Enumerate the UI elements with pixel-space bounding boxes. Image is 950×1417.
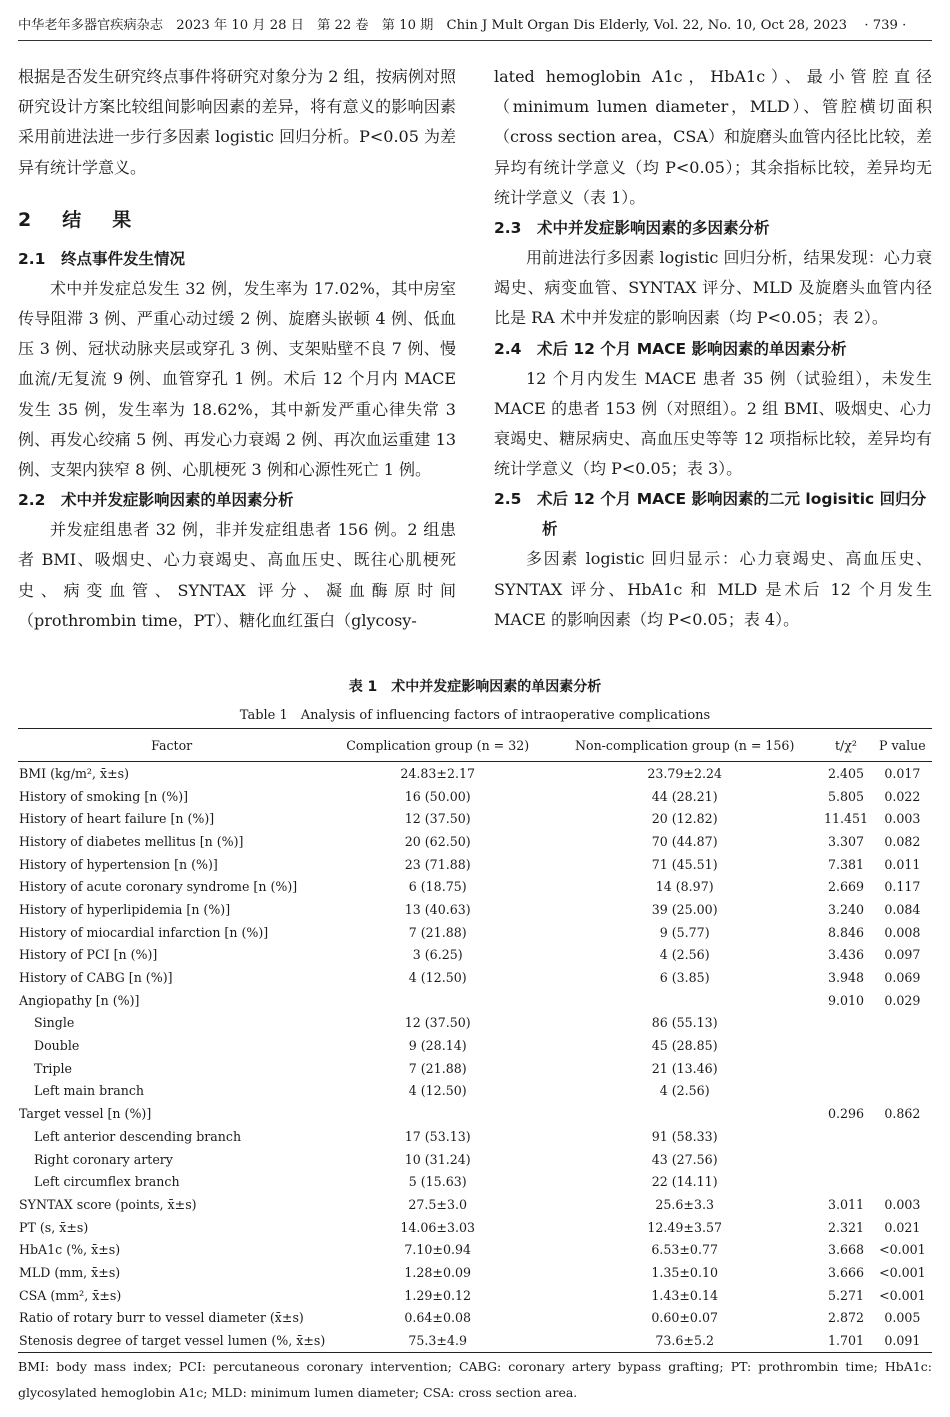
- cell-factor: Left main branch: [34, 1083, 144, 1099]
- cell-factor: Target vessel [n (%)]: [19, 1106, 152, 1122]
- intro-paragraph: 根据是否发生研究终点事件将研究对象分为 2 组，按病例对照研究设计方案比较组间影响因素的差异，将有意义的影响因素采用前进法进一步行多因素 logistic 回归分析。P<0.05 为差异有统计学意义。: [18, 67, 456, 177]
- section-2-title: 2 结 果: [18, 208, 138, 231]
- cell-factor: History of CABG [n (%)]: [19, 970, 173, 986]
- header-factor: Factor: [18, 729, 325, 762]
- table-body: [18, 762, 932, 1353]
- cell-statistic: 0.296: [827, 1106, 865, 1122]
- cell-non-complication: 22 (14.11): [651, 1174, 718, 1190]
- section-2-2-title: 2.2 术中并发症影响因素的单因素分析: [18, 491, 294, 510]
- cell-complication: 4 (12.50): [408, 970, 467, 986]
- cell-p-value: 0.117: [884, 879, 921, 895]
- cell-statistic: 3.011: [827, 1196, 865, 1212]
- cell-p-value: [873, 1057, 932, 1080]
- cell-statistic: 11.451: [823, 811, 869, 827]
- cell-p-value: 0.011: [884, 856, 921, 872]
- cell-factor: MLD (mm, x̄±s): [19, 1264, 121, 1280]
- cell-complication: 17 (53.13): [404, 1128, 471, 1144]
- section-2-4-text: 12 个月内发生 MACE 患者 35 例（试验组），未发生 MACE 的患者 153 例（对照组）。2 组 BMI、吸烟史、心力衰竭史、糖尿病史、高血压史等等 12 项指标比较，差异均有统计学意义（均 P<0.05；表 3）。: [494, 368, 932, 479]
- section-2-3-title: 2.3 术中并发症影响因素的多因素分析: [494, 219, 770, 238]
- header-complication: Complication group (n = 32): [325, 729, 550, 762]
- cell-statistic: 5.271: [827, 1287, 865, 1303]
- cell-statistic: [819, 1080, 873, 1103]
- cell-statistic: [819, 1170, 873, 1193]
- cell-complication: 5 (15.63): [408, 1174, 467, 1190]
- cell-p-value: 0.008: [884, 924, 921, 940]
- cell-factor: History of miocardial infarction [n (%)]: [19, 924, 269, 940]
- table-1-caption-cn: 表 1 术中并发症影响因素的单因素分析: [348, 679, 602, 695]
- cell-factor: CSA (mm², x̄±s): [19, 1287, 122, 1303]
- table-row: [18, 762, 932, 785]
- cell-factor: History of acute coronary syndrome [n (%)]: [19, 879, 298, 895]
- journal-header-text: 中华老年多器官疾病杂志 2023 年 10 月 28 日 第 22 卷 第 10 期 Chin J Mult Organ Dis Elderly, Vol. 22, No. 10, Oct 28, 2023 · 739 ·: [18, 18, 907, 33]
- page-header: [18, 14, 932, 33]
- cell-non-complication: 20 (12.82): [651, 811, 718, 827]
- cell-factor: Angiopathy [n (%)]: [19, 992, 140, 1008]
- cell-p-value: 0.091: [873, 1329, 932, 1352]
- cell-statistic: 2.405: [827, 765, 865, 781]
- table-row: [18, 785, 932, 808]
- cell-statistic: 2.321: [827, 1219, 865, 1235]
- table-row: [18, 853, 932, 876]
- section-2-1-text: 术中并发症总发生 32 例，发生率为 17.02%，其中房室传导阻滞 3 例、严重心动过缓 2 例、旋磨头嵌顿 4 例、低血压 3 例、冠状动脉夹层或穿孔 3 例、支架贴壁不良 7 例、慢血流/无复流 9 例、血管穿孔 1 例。术后 12 个月内 MACE 发生 35 例，发生率为 18.62%，其中新发严重心律失常 3 例、再发心绞痛 5 例、再发心力衰竭 2 例、再次血运重建 13 例、支架内狭窄 8 例、心肌梗死 3 例和心源性死亡 1 例。: [18, 278, 456, 480]
- table-row: [18, 1307, 932, 1330]
- cell-p-value: 0.003: [884, 1196, 921, 1212]
- cell-p-value: [873, 1170, 932, 1193]
- cell-non-complication: 91 (58.33): [651, 1128, 718, 1144]
- table-row: [18, 1057, 932, 1080]
- cell-non-complication: 0.60±0.07: [651, 1310, 718, 1326]
- cell-complication: 1.28±0.09: [404, 1264, 472, 1280]
- cell-complication: 7 (21.88): [408, 1060, 467, 1076]
- table-row: [18, 1080, 932, 1103]
- cell-p-value: 0.084: [884, 901, 921, 917]
- cell-complication: 75.3±4.9: [325, 1329, 550, 1352]
- cell-complication: 3 (6.25): [412, 947, 463, 963]
- cell-non-complication: 43 (27.56): [651, 1151, 718, 1167]
- table-row: [18, 1148, 932, 1171]
- cell-factor: History of diabetes mellitus [n (%)]: [19, 833, 244, 849]
- cell-complication: 7.10±0.94: [404, 1242, 472, 1258]
- cell-factor: Left circumflex branch: [34, 1174, 180, 1190]
- cell-non-complication: [550, 989, 819, 1012]
- cell-factor: Single: [34, 1015, 75, 1031]
- table-row: [18, 944, 932, 967]
- cell-non-complication: 70 (44.87): [651, 833, 718, 849]
- cell-non-complication: 86 (55.13): [651, 1015, 718, 1031]
- cell-complication: 6 (18.75): [408, 879, 467, 895]
- cell-complication: 10 (31.24): [404, 1151, 471, 1167]
- cell-non-complication: 23.79±2.24: [647, 765, 722, 781]
- cell-factor: BMI (kg/m², x̄±s): [19, 765, 130, 781]
- section-2-2-continued: lated hemoglobin A1c，HbA1c）、最小管腔直径（minimum lumen diameter，MLD）、管腔横切面积（cross section area，CSA）和旋磨头血管内径比比较，差异均有统计学意义（均 P<0.05）；其余指标比较，差异均无统计学意义（表 1）。: [494, 67, 932, 207]
- header-non-complication: Non-complication group (n = 156): [550, 729, 819, 762]
- cell-factor: SYNTAX score (points, x̄±s): [19, 1196, 197, 1212]
- cell-complication: [325, 1102, 550, 1125]
- table-row: [18, 1216, 932, 1239]
- cell-complication: 0.64±0.08: [404, 1310, 472, 1326]
- table-row: [18, 1012, 932, 1035]
- cell-non-complication: 6.53±0.77: [651, 1242, 718, 1258]
- cell-p-value: [873, 1012, 932, 1035]
- cell-statistic: [819, 1148, 873, 1171]
- cell-non-complication: 21 (13.46): [651, 1060, 718, 1076]
- table-row: [18, 830, 932, 853]
- cell-statistic: [819, 1125, 873, 1148]
- section-2-5-title: 2.5 术后 12 个月 MACE 影响因素的二元 logisitic 回归分析: [494, 490, 927, 539]
- cell-statistic: 2.872: [827, 1310, 865, 1326]
- cell-factor: Ratio of rotary burr to vessel diameter (x̄±s): [19, 1310, 304, 1326]
- cell-factor: Stenosis degree of target vessel lumen (%, x̄±s): [18, 1329, 325, 1352]
- cell-statistic: 2.669: [827, 879, 865, 895]
- table-row: [18, 898, 932, 921]
- cell-p-value: 0.082: [884, 833, 921, 849]
- table-row: [18, 807, 932, 830]
- cell-factor: History of PCI [n (%)]: [19, 947, 158, 963]
- cell-p-value: <0.001: [879, 1242, 926, 1258]
- cell-statistic: [819, 1012, 873, 1035]
- cell-p-value: [873, 1148, 932, 1171]
- cell-complication: 1.29±0.12: [404, 1287, 472, 1303]
- cell-non-complication: 73.6±5.2: [550, 1329, 819, 1352]
- table-row: [18, 921, 932, 944]
- cell-complication: 27.5±3.0: [408, 1196, 467, 1212]
- cell-statistic: [819, 1034, 873, 1057]
- cell-non-complication: 39 (25.00): [651, 901, 718, 917]
- cell-non-complication: 14 (8.97): [655, 879, 714, 895]
- cell-p-value: [873, 1080, 932, 1103]
- cell-complication: 12 (37.50): [404, 811, 471, 827]
- cell-complication: 7 (21.88): [408, 924, 467, 940]
- cell-statistic: 3.240: [827, 901, 865, 917]
- cell-p-value: 0.862: [884, 1106, 921, 1122]
- table-row: [18, 1034, 932, 1057]
- cell-p-value: [873, 1125, 932, 1148]
- section-2-4-title: 2.4 术后 12 个月 MACE 影响因素的单因素分析: [494, 339, 847, 358]
- table-header-row: [18, 729, 932, 762]
- cell-non-complication: 12.49±3.57: [647, 1219, 722, 1235]
- header-statistic: t/χ²: [819, 729, 873, 762]
- table-row: [18, 1329, 932, 1352]
- section-2-1-title: 2.1 终点事件发生情况: [18, 249, 185, 268]
- cell-statistic: 3.948: [827, 970, 865, 986]
- cell-complication: 4 (12.50): [408, 1083, 467, 1099]
- cell-p-value: <0.001: [879, 1264, 926, 1280]
- cell-factor: Double: [34, 1038, 80, 1054]
- section-2-5-text: 多因素 logistic 回归显示：心力衰竭史、高血压史、SYNTAX 评分、HbA1c 和 MLD 是术后 12 个月发生 MACE 的影响因素（均 P<0.05；表 4）。: [494, 549, 932, 629]
- cell-factor: PT (s, x̄±s): [19, 1219, 89, 1235]
- cell-statistic: 3.666: [827, 1264, 865, 1280]
- cell-complication: 14.06±3.03: [400, 1219, 476, 1235]
- cell-non-complication: 44 (28.21): [651, 788, 718, 804]
- cell-non-complication: 6 (3.85): [659, 970, 710, 986]
- cell-p-value: 0.017: [884, 765, 921, 781]
- table-row: [18, 1238, 932, 1261]
- cell-statistic: 9.010: [827, 992, 865, 1008]
- table-row: [18, 1125, 932, 1148]
- table-row: [18, 1102, 932, 1125]
- cell-statistic: [819, 1057, 873, 1080]
- section-2-2-text: 并发症组患者 32 例，非并发症组患者 156 例。2 组患者 BMI、吸烟史、心力衰竭史、高血压史、既往心肌梗死史、病变血管、SYNTAX 评分、凝血酶原时间（prothrombin time，PT）、糖化血红蛋白（glycosy-: [18, 520, 456, 630]
- cell-statistic: 3.436: [827, 947, 865, 963]
- cell-p-value: 0.003: [884, 811, 921, 827]
- cell-non-complication: 45 (28.85): [651, 1038, 718, 1054]
- cell-complication: 12 (37.50): [404, 1015, 471, 1031]
- cell-factor: HbA1c (%, x̄±s): [19, 1242, 121, 1258]
- cell-complication: 23 (71.88): [404, 856, 471, 872]
- cell-factor: History of hypertension [n (%)]: [19, 856, 218, 872]
- table-row: [18, 875, 932, 898]
- cell-p-value: 0.022: [884, 788, 921, 804]
- cell-p-value: 0.021: [884, 1219, 921, 1235]
- cell-statistic: 5.805: [827, 788, 865, 804]
- cell-factor: History of heart failure [n (%)]: [19, 811, 215, 827]
- table-row: [18, 1261, 932, 1284]
- cell-statistic: 8.846: [827, 924, 865, 940]
- right-column: [494, 62, 932, 635]
- cell-complication: 24.83±2.17: [400, 765, 476, 781]
- header-rule: [18, 40, 932, 41]
- cell-factor: Right coronary artery: [34, 1151, 173, 1167]
- table-row: [18, 1193, 932, 1216]
- cell-p-value: 0.005: [884, 1310, 921, 1326]
- cell-non-complication: [550, 1102, 819, 1125]
- cell-non-complication: 1.43±0.14: [651, 1287, 718, 1303]
- cell-statistic: 3.668: [827, 1242, 865, 1258]
- left-column: [18, 62, 456, 636]
- cell-p-value: <0.001: [879, 1287, 926, 1303]
- cell-complication: 16 (50.00): [404, 788, 471, 804]
- cell-complication: 13 (40.63): [404, 901, 471, 917]
- cell-p-value: 0.029: [884, 992, 921, 1008]
- cell-p-value: [873, 1034, 932, 1057]
- cell-statistic: 3.307: [827, 833, 865, 849]
- cell-non-complication: 9 (5.77): [659, 924, 710, 940]
- table-row: [18, 989, 932, 1012]
- cell-non-complication: 1.35±0.10: [651, 1264, 718, 1280]
- cell-p-value: 0.069: [884, 970, 921, 986]
- cell-non-complication: 4 (2.56): [659, 1083, 710, 1099]
- header-p-value: P value: [873, 729, 932, 762]
- section-2-3-text: 用前进法行多因素 logistic 回归分析，结果发现：心力衰竭史、病变血管、SYNTAX 评分、MLD 及旋磨头血管内径比是 RA 术中并发症的影响因素（均 P<0.05；表 2）。: [494, 248, 932, 328]
- table-row: [18, 1284, 932, 1307]
- cell-p-value: 0.097: [884, 947, 921, 963]
- cell-factor: History of smoking [n (%)]: [19, 788, 189, 804]
- cell-non-complication: 25.6±3.3: [655, 1196, 714, 1212]
- table-row: [18, 966, 932, 989]
- cell-complication: [325, 989, 550, 1012]
- table-footnote: BMI: body mass index; PCI: percutaneous coronary intervention; CABG: coronary artery bypass grafting; PT: prothrombin time; HbA1c: glycosylated hemoglobin A1c; MLD: minimum lumen diameter; CSA: cross section area.: [18, 1359, 932, 1400]
- cell-non-complication: 71 (45.51): [651, 856, 718, 872]
- table-1-caption-en: Table 1 Analysis of influencing factors of intraoperative complications: [239, 708, 711, 723]
- cell-factor: Triple: [34, 1060, 72, 1076]
- cell-complication: 20 (62.50): [404, 833, 471, 849]
- cell-statistic: 1.701: [819, 1329, 873, 1352]
- cell-non-complication: 4 (2.56): [659, 947, 710, 963]
- cell-statistic: 7.381: [827, 856, 865, 872]
- cell-factor: History of hyperlipidemia [n (%)]: [19, 901, 231, 917]
- table-row: [18, 1170, 932, 1193]
- table-1: [18, 728, 932, 1353]
- cell-complication: 9 (28.14): [408, 1038, 467, 1054]
- cell-factor: Left anterior descending branch: [34, 1128, 242, 1144]
